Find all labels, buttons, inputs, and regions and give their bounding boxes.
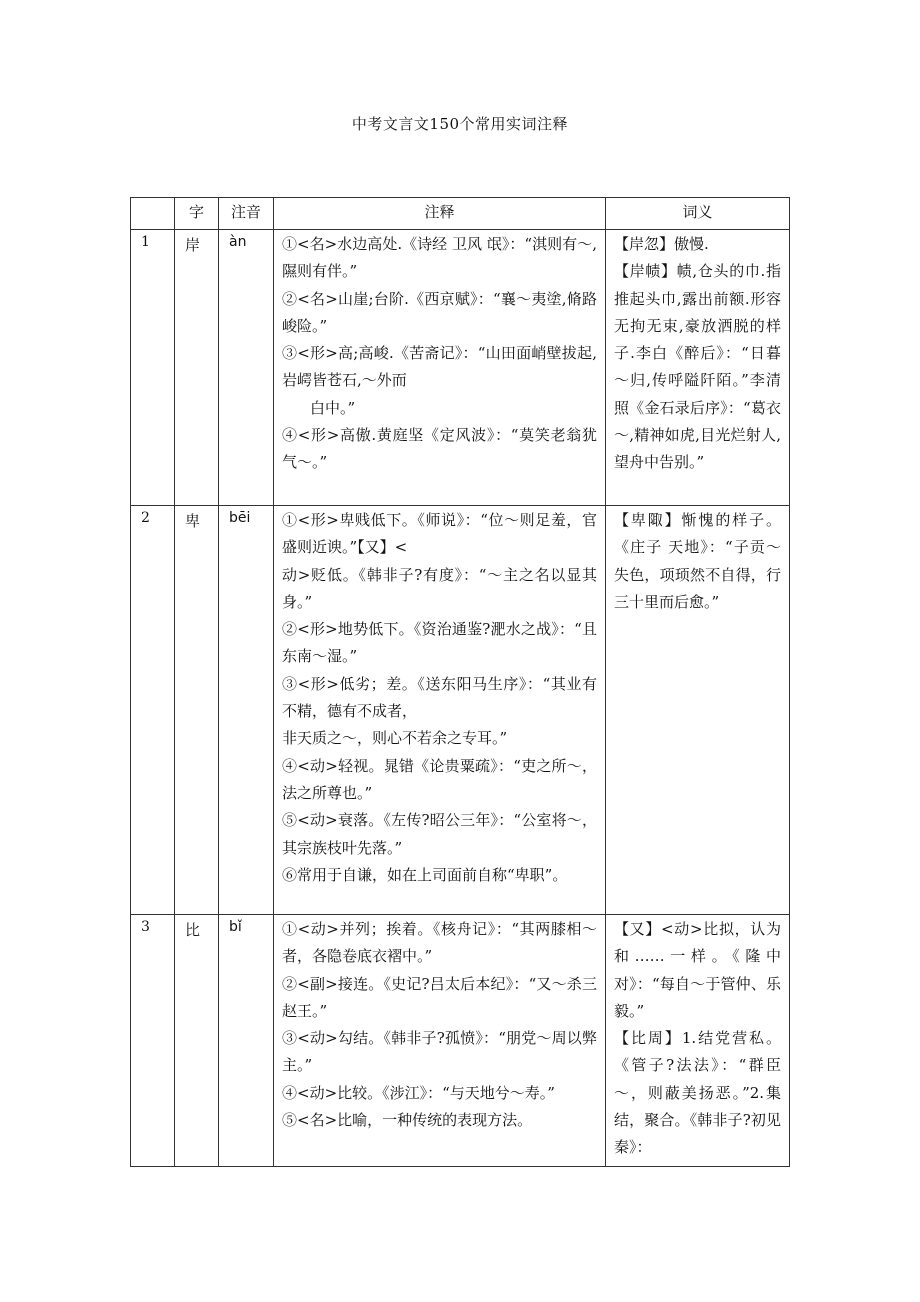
row-notes	[274, 230, 606, 506]
table-row	[131, 915, 790, 1167]
note-line: ②<名>山崖;台阶.《西京赋》：“襄～夷塗,脩路峻险。”	[282, 289, 597, 335]
row-notes	[274, 915, 606, 1167]
note-line: ④<动>比较。《涉江》：“与天地兮～寿。”	[282, 1083, 555, 1102]
table-header-row	[131, 198, 790, 230]
row-character: 岸	[175, 230, 219, 506]
note-line: ⑤<名>比喻，一种传统的表现方法。	[282, 1111, 533, 1130]
note-line: ③<形>低劣；差。《送东阳马生序》：“其业有不精，德有不成者，	[282, 674, 597, 721]
note-line: ④<形>高傲.黄庭坚《定风波》：“莫笑老翁犹气～。”	[282, 426, 597, 472]
meaning-entry: 【比周】1.结党营私。《管子?法法》：“群臣～，则蔽美扬恶。”2.集结，聚合。《韩非子?初见秦》：	[614, 1029, 781, 1157]
meaning-entry: 【又】<动>比拟，认为和……一样。《隆中对》：“每自～于管仲、乐毅。”	[614, 920, 781, 1020]
header-number	[131, 198, 175, 230]
meaning-entry: 【卑陬】惭愧的样子。《庄子 天地》：“子贡～失色，项顼然不自得，行三十里而后愈。”	[614, 511, 781, 611]
note-line: 非天质之～，则心不若余之专耳。”	[282, 729, 508, 748]
note-line: ②<形>地势低下。《资治通鉴?淝水之战》：“且东南～湿。”	[282, 620, 597, 666]
note-line: 动>贬低。《韩非子?有度》：“～主之名以显其身。”	[282, 565, 597, 611]
meaning-entry: 【岸忽】傲慢.	[614, 235, 709, 253]
vocab-table	[130, 197, 790, 1167]
note-line: ①<形>卑贱低下。《师说》：“位～则足羞，官盛则近谀。”【又】<	[282, 511, 597, 557]
note-line: ④<动>轻视。晁错《论贵粟疏》：“吏之所～，法之所尊也。”	[282, 756, 597, 802]
table-row	[131, 230, 790, 506]
row-character: 比	[175, 915, 219, 1167]
header-pinyin: 注音	[219, 198, 274, 230]
note-line: ①<动>并列；挨着。《核舟记》：“其两膝相～者，各隐卷底衣褶中。”	[282, 920, 597, 966]
row-meanings	[606, 506, 790, 915]
table-row	[131, 506, 790, 915]
row-number: 1	[131, 230, 175, 506]
row-pinyin: bǐ	[219, 915, 274, 1167]
note-line: ⑥常用于自谦，如在上司面前自称“卑职”。	[282, 865, 568, 884]
row-pinyin: àn	[219, 230, 274, 506]
header-notes: 注释	[274, 198, 606, 230]
row-character: 卑	[175, 506, 219, 915]
row-number: 2	[131, 506, 175, 915]
note-line: ②<副>接连。《史记?吕太后本纪》：“又～杀三赵王。”	[282, 974, 597, 1020]
row-notes	[274, 506, 606, 915]
row-meanings	[606, 230, 790, 506]
note-line: ⑤<动>衰落。《左传?昭公三年》：“公室将～，其宗族枝叶先落。”	[282, 811, 597, 857]
note-line: 白中。”	[310, 398, 356, 417]
header-character: 字	[175, 198, 219, 230]
note-line: ③<形>高;高峻.《苦斋记》：“山田面峭壁拔起,岩崿皆苍石,～外而	[282, 344, 597, 390]
meaning-entry: 【岸帻】帻,仓头的巾.指推起头巾,露出前额.形容无拘无束,豪放洒脱的样子.李白《醉后》：“日暮～归,传呼隘阡陌。”李清照《金石录后序》：“葛衣～,精神如虎,目光烂射人,望舟中告别。”	[614, 262, 781, 472]
page-title: 中考文言文150个常用实词注释	[351, 115, 569, 133]
row-meanings	[606, 915, 790, 1167]
note-line: ③<动>勾结。《韩非子?孤愤》：“朋党～周以弊主。”	[282, 1029, 597, 1075]
note-line: ①<名>水边高处.《诗经 卫风 氓》：“淇则有～,隰则有伴。”	[282, 235, 597, 281]
header-meanings: 词义	[606, 198, 790, 230]
row-number: 3	[131, 915, 175, 1167]
row-pinyin: bēi	[219, 506, 274, 915]
